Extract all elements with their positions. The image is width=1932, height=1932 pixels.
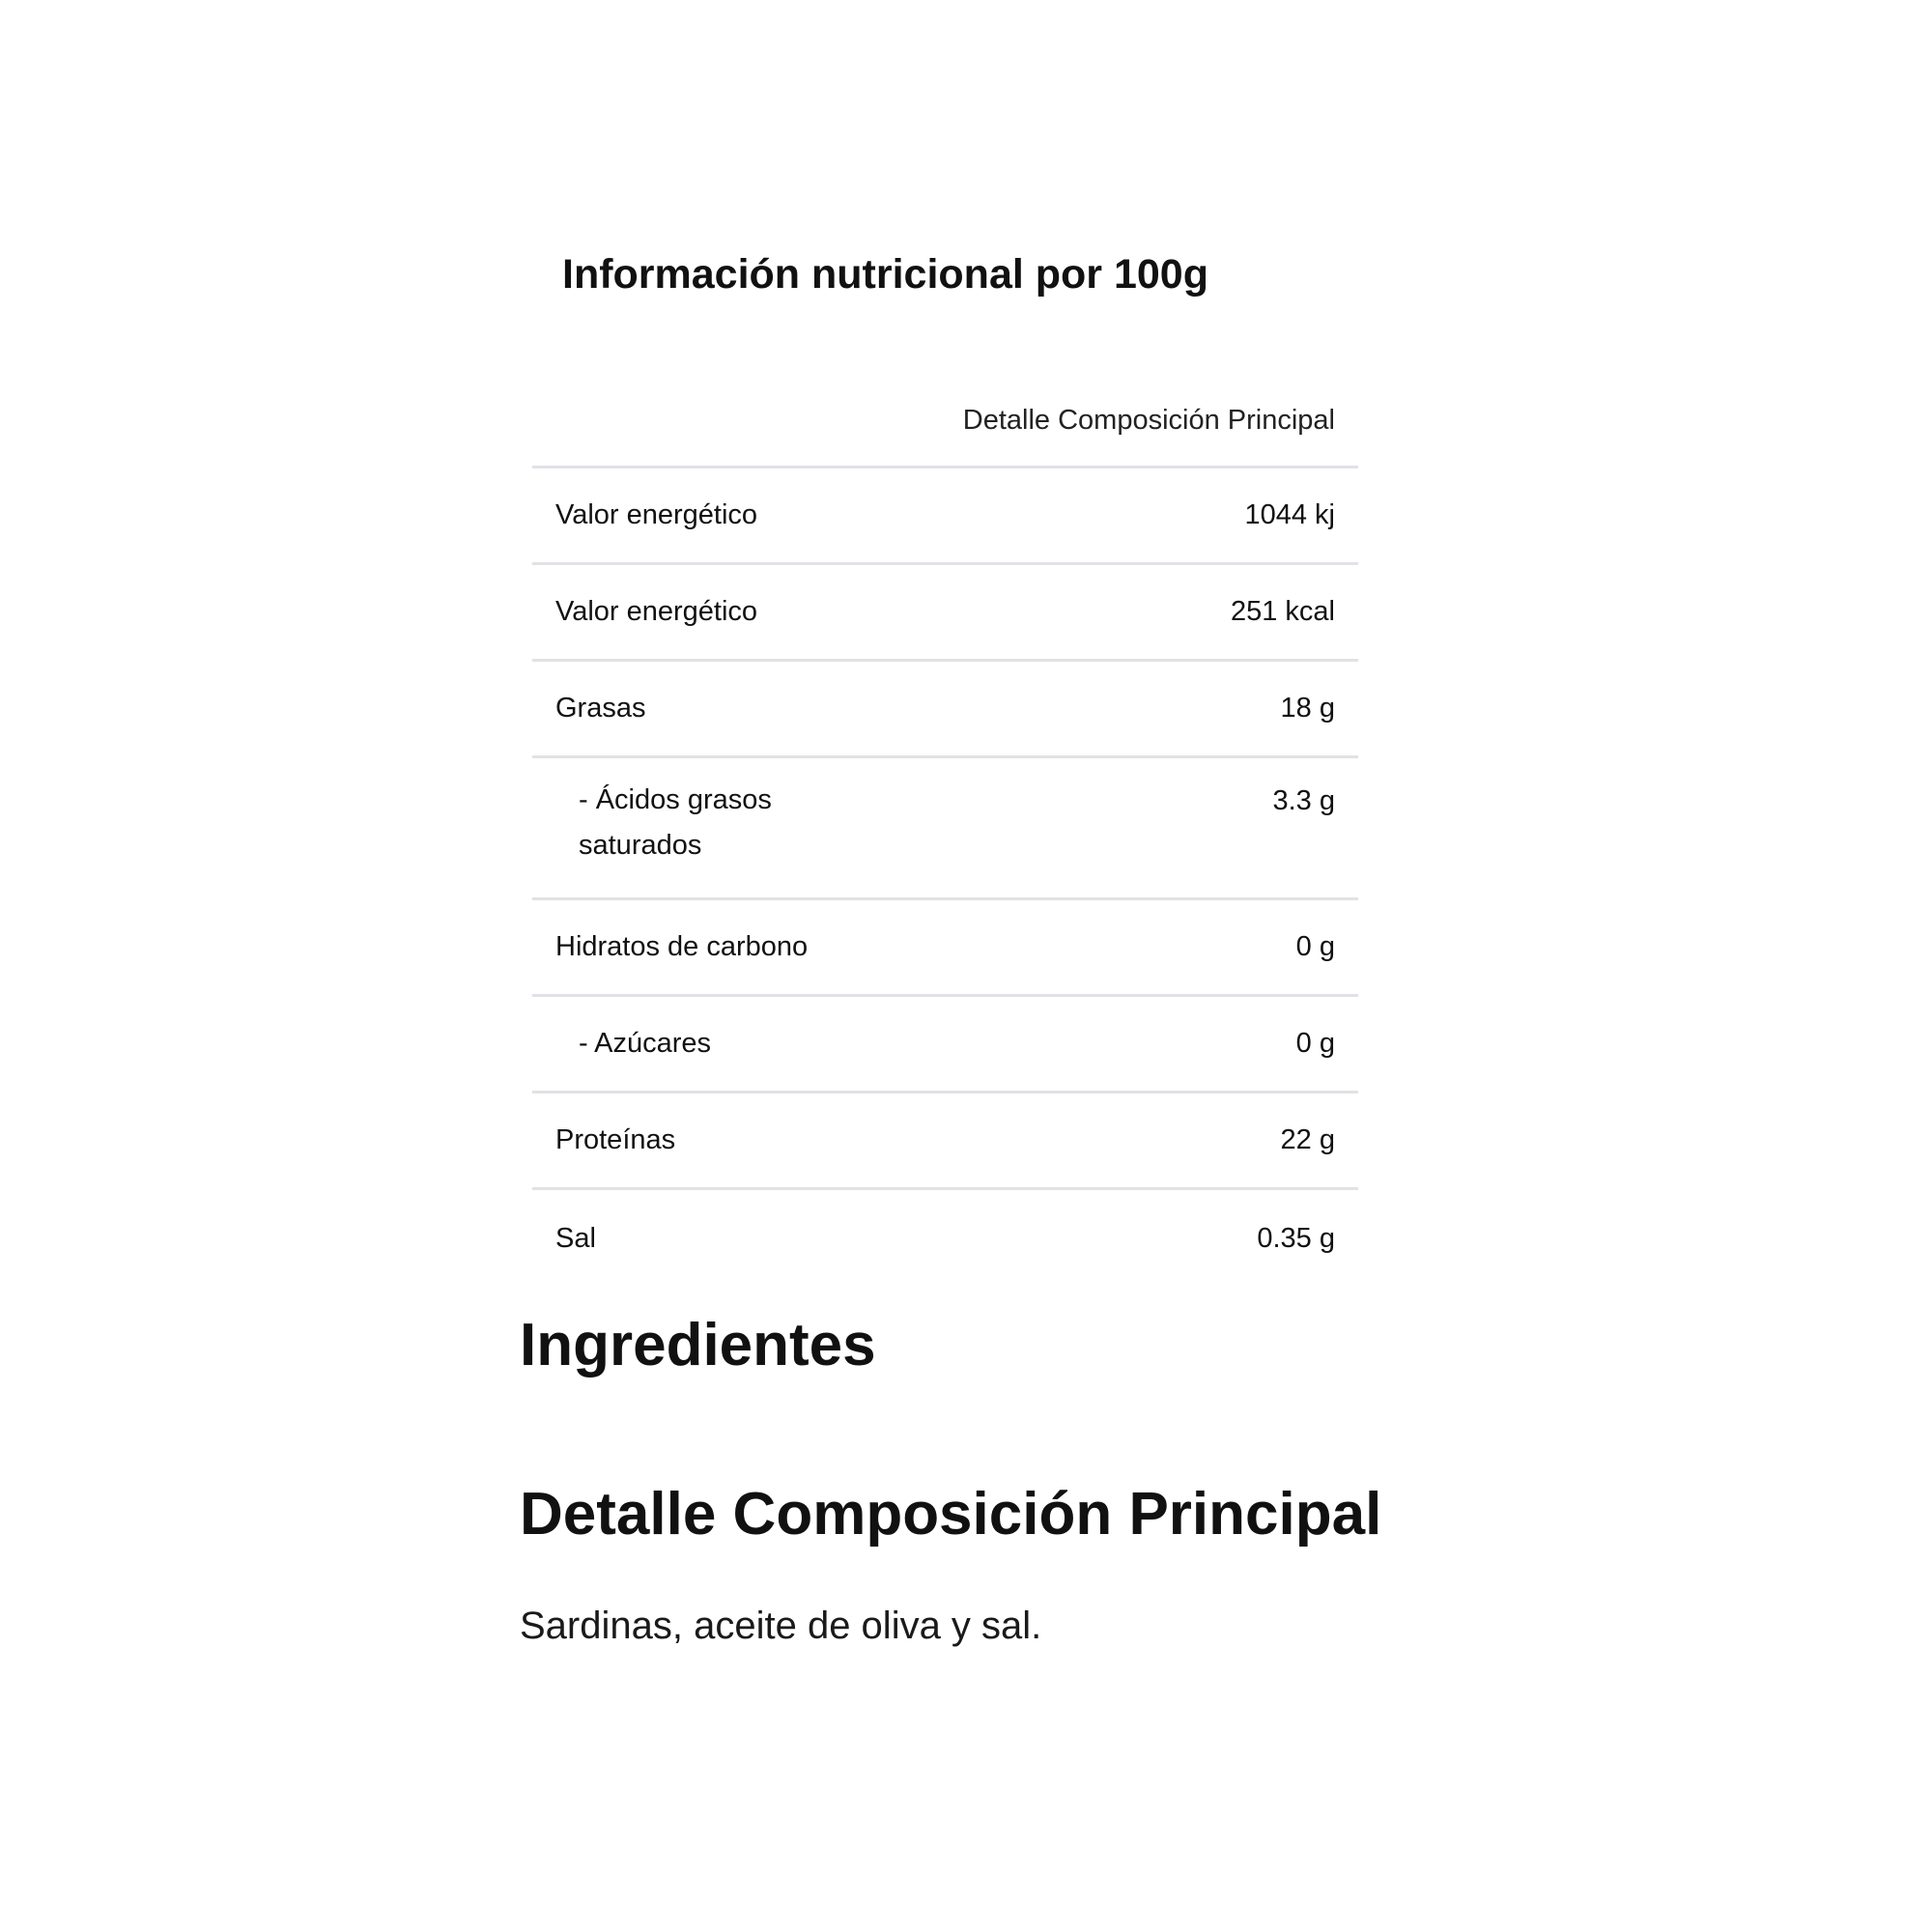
row-value: 22 g [1280, 1124, 1335, 1155]
table-column-header [532, 375, 1358, 469]
table-row [532, 662, 1358, 758]
row-label: Proteínas [555, 1124, 676, 1155]
table-row [532, 565, 1358, 662]
table-row [532, 900, 1358, 997]
row-value: 0 g [1295, 931, 1335, 962]
composition-title: Detalle Composición Principal [520, 1481, 1382, 1548]
row-label: Valor energético [555, 499, 758, 530]
table-row [532, 1190, 1358, 1287]
table-row [532, 469, 1358, 565]
row-value: 0.35 g [1257, 1222, 1335, 1254]
nutrition-section [532, 240, 1358, 1287]
column-header-label: Detalle Composición Principal [962, 404, 1335, 436]
row-value: 0 g [1295, 1028, 1335, 1059]
row-label: Grasas [555, 693, 646, 724]
table-row [532, 997, 1358, 1094]
row-label: - Azúcares [579, 1028, 711, 1059]
table-row [532, 758, 1358, 900]
row-value: 18 g [1280, 693, 1335, 724]
row-label: Hidratos de carbono [555, 931, 809, 962]
nutrition-title: Información nutricional por 100g [562, 251, 1208, 298]
table-row [532, 1094, 1358, 1190]
row-label: - Ácidos grasos saturados [579, 784, 772, 861]
row-value: 1044 kj [1244, 499, 1335, 530]
row-label: Valor energético [555, 596, 758, 627]
row-label: Sal [555, 1222, 596, 1254]
row-value: 251 kcal [1230, 596, 1335, 627]
composition-text: Sardinas, aceite de oliva y sal. [520, 1605, 1042, 1647]
nutrition-table [532, 375, 1358, 1287]
row-value: 3.3 g [1272, 785, 1335, 816]
ingredients-title: Ingredientes [520, 1312, 876, 1378]
